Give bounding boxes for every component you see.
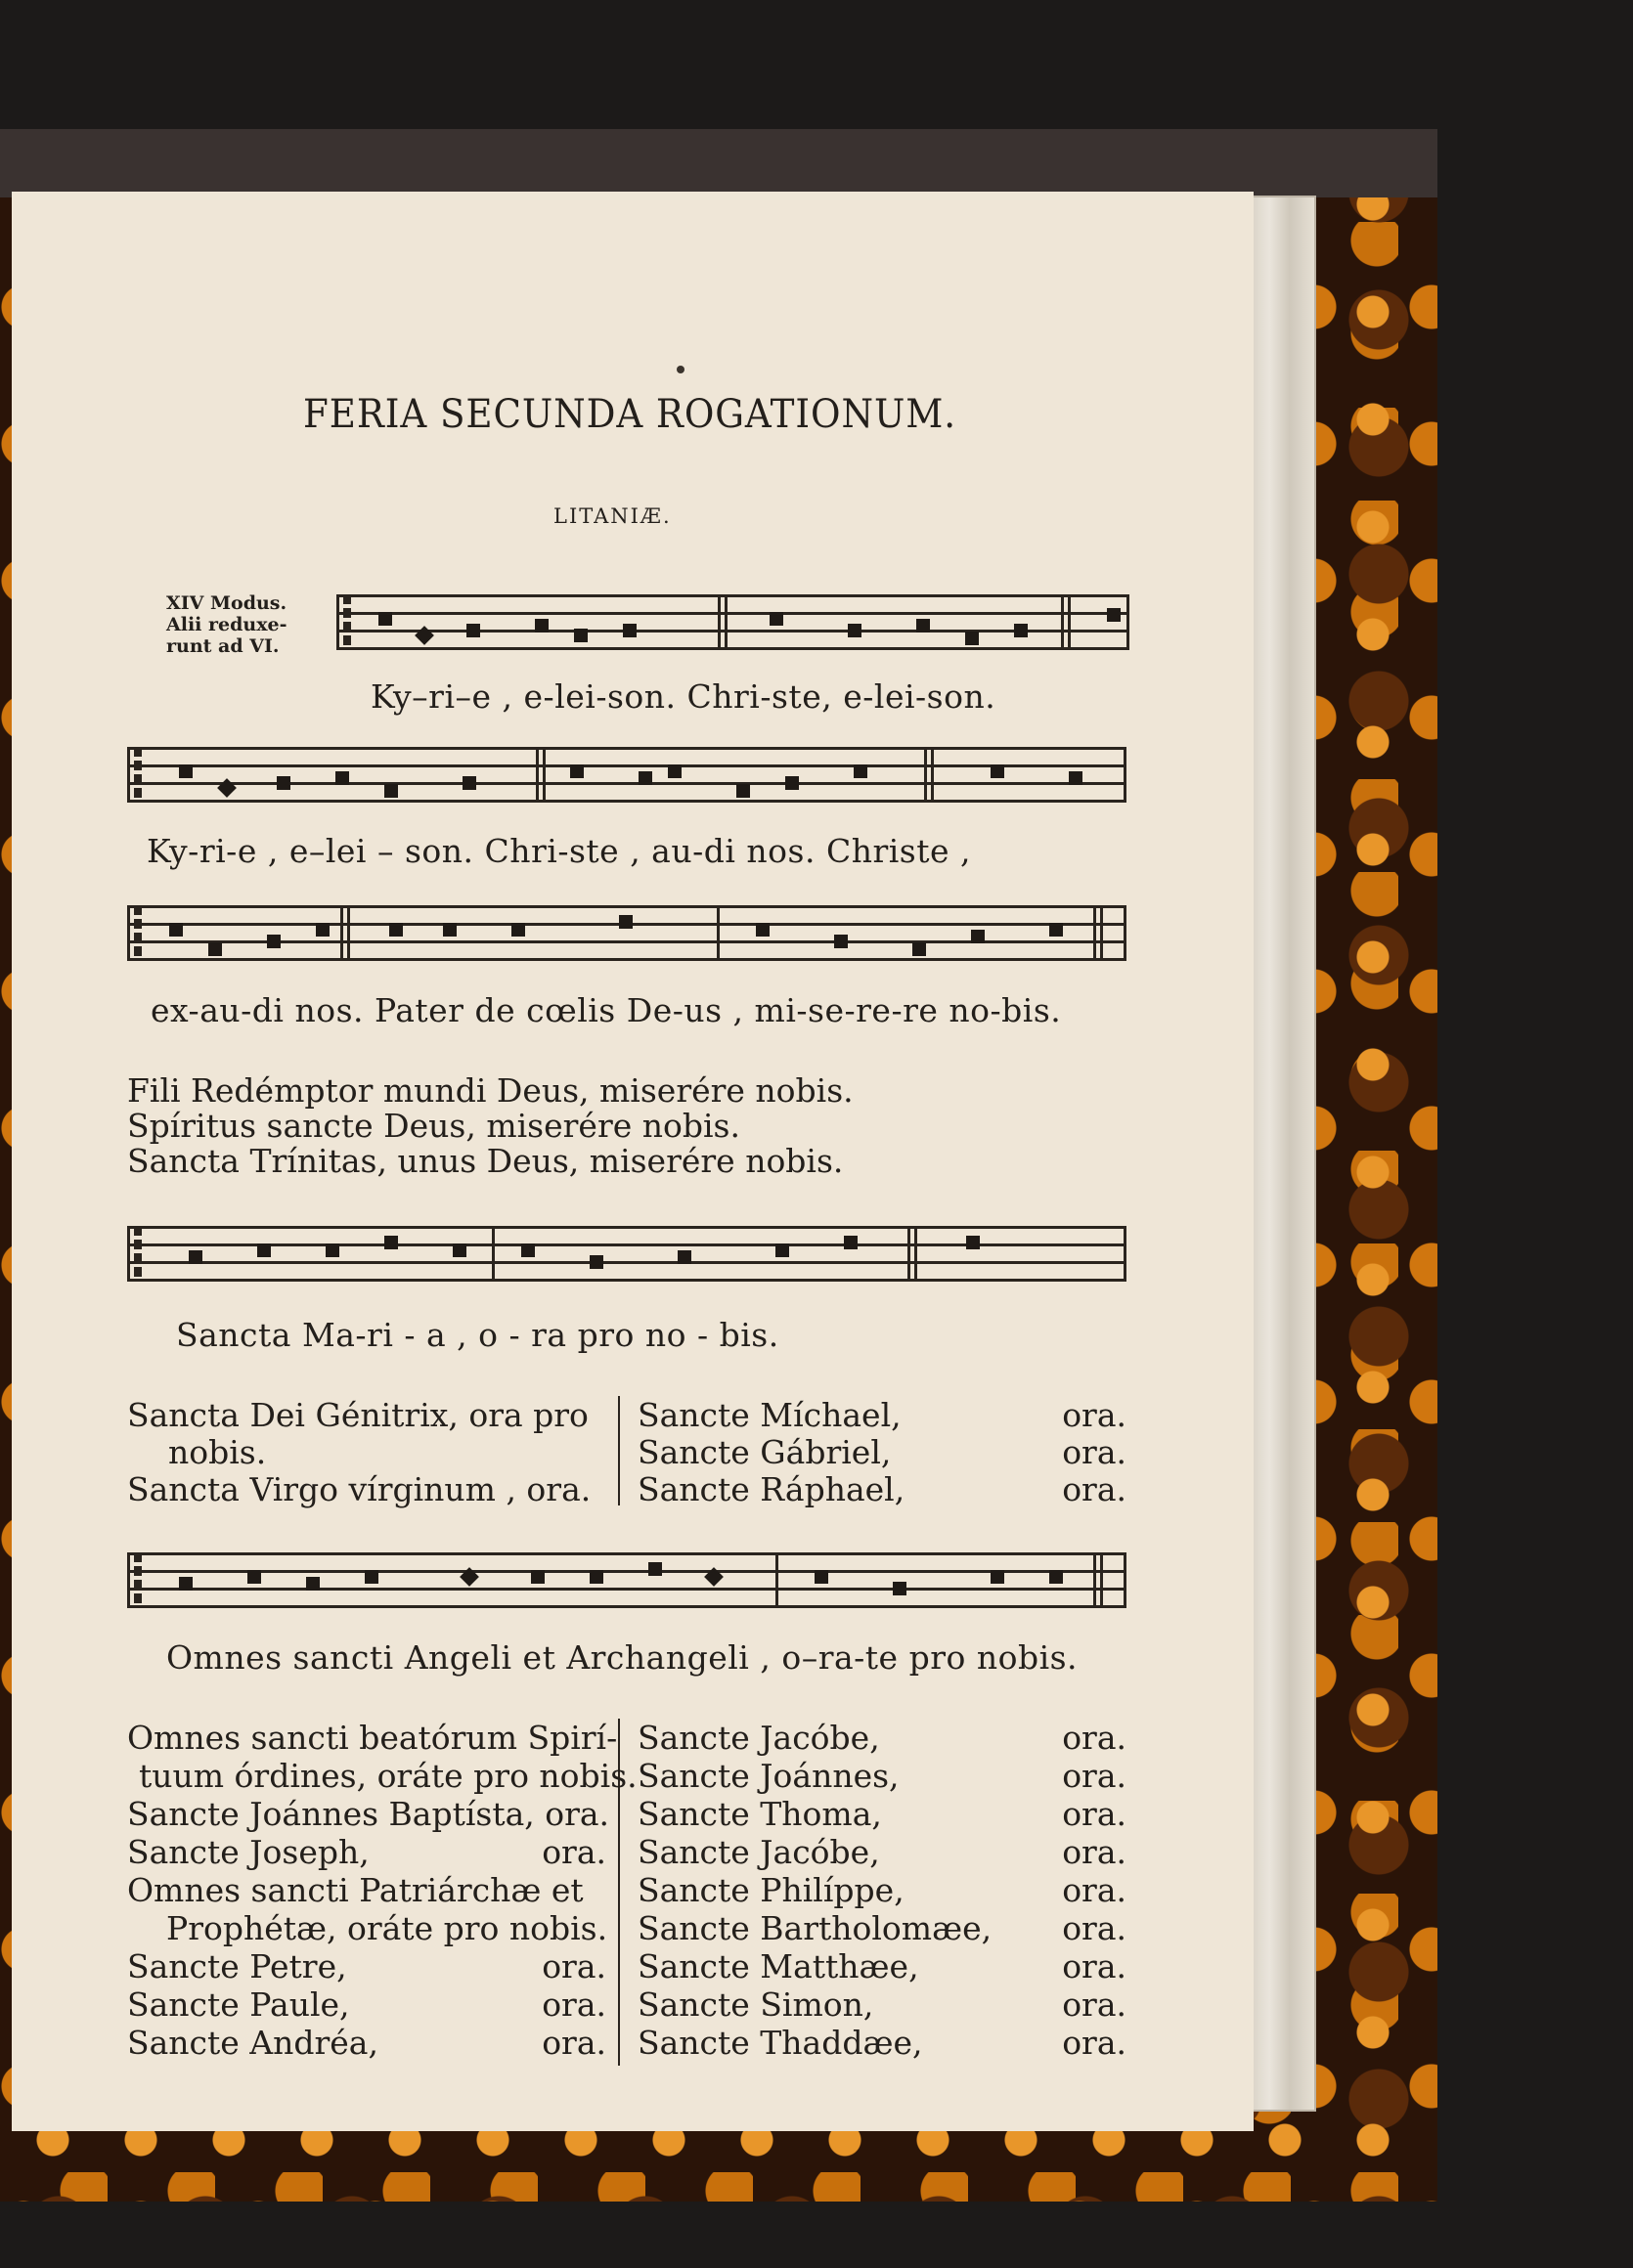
neume bbox=[389, 923, 403, 937]
neume bbox=[844, 1236, 858, 1249]
neume bbox=[179, 764, 193, 778]
invocation-line: Spíritus sancte Deus, miserére nobis. bbox=[127, 1107, 740, 1145]
neume bbox=[991, 764, 1004, 778]
neume bbox=[277, 776, 290, 790]
staff-barline bbox=[924, 747, 934, 803]
litany-text: Sancte Petre, bbox=[127, 1947, 347, 1985]
response: ora. bbox=[1062, 1795, 1126, 1833]
neume bbox=[1107, 608, 1121, 622]
litany-text: tuum órdines, oráte pro nobis. bbox=[139, 1757, 638, 1795]
litany-row bbox=[127, 1719, 618, 1757]
response: ora. bbox=[1062, 1470, 1126, 1508]
saint-name: Sancte Joánnes, bbox=[638, 1757, 900, 1795]
litany-row bbox=[638, 2024, 1126, 2062]
neume bbox=[570, 764, 584, 778]
neume bbox=[257, 1243, 271, 1257]
neume bbox=[415, 626, 434, 645]
mode-note bbox=[166, 592, 287, 657]
staff-barline bbox=[775, 1552, 778, 1608]
response: ora. bbox=[1062, 1909, 1126, 1947]
neume bbox=[619, 915, 633, 929]
saint-name: Sancte Gábriel, bbox=[638, 1433, 892, 1471]
litany-row bbox=[638, 1433, 1126, 1471]
neume bbox=[169, 923, 183, 937]
saint-name: Sancte Ráphael, bbox=[638, 1470, 905, 1508]
staff-barline bbox=[1093, 905, 1103, 961]
neume bbox=[443, 923, 457, 937]
litany-text: Prophétæ, oráte pro nobis. bbox=[166, 1909, 608, 1947]
music-staff bbox=[127, 747, 1126, 803]
litany-row bbox=[127, 1871, 606, 1909]
neume bbox=[736, 784, 750, 798]
mode-note-line: runt ad VI. bbox=[166, 635, 280, 657]
neume bbox=[574, 629, 588, 642]
neume bbox=[535, 619, 549, 632]
neume bbox=[893, 1582, 906, 1595]
response: ora. bbox=[1062, 1871, 1126, 1909]
saint-name: Sancte Míchael, bbox=[638, 1396, 902, 1434]
litany-row bbox=[638, 1909, 1126, 1947]
litany-text: Sancte Joánnes Baptísta, ora. bbox=[127, 1795, 610, 1833]
book-page bbox=[12, 192, 1254, 2131]
neume bbox=[460, 1567, 479, 1587]
saint-name: Sancte Simon, bbox=[638, 1985, 874, 2024]
invocation-line: Fili Redémptor mundi Deus, miserére nobis. bbox=[127, 1071, 854, 1110]
saint-name: Sancte Thoma, bbox=[638, 1795, 882, 1833]
staff-barline bbox=[1093, 1552, 1103, 1608]
neume bbox=[453, 1243, 466, 1257]
neume bbox=[463, 776, 476, 790]
litany-line: Sancta Virgo vírginum , ora. bbox=[127, 1470, 592, 1508]
litany-line: Sancta Dei Génitrix, ora pro bbox=[127, 1396, 589, 1434]
litany-row bbox=[139, 1757, 638, 1795]
neume bbox=[834, 935, 848, 948]
neume bbox=[1049, 1570, 1063, 1584]
neume bbox=[854, 764, 867, 778]
litany-row bbox=[638, 1833, 1126, 1871]
litany-text: Omnes sancti Patriárchæ et bbox=[127, 1871, 584, 1909]
neume bbox=[365, 1570, 378, 1584]
neume bbox=[384, 1236, 398, 1249]
saint-name: Sancte Bartholomæe, bbox=[638, 1909, 993, 1947]
printer-mark bbox=[677, 366, 684, 373]
staff-barline bbox=[907, 1226, 917, 1282]
litany-row bbox=[638, 1947, 1126, 1985]
music-staff bbox=[127, 905, 1126, 961]
litany-row bbox=[638, 1871, 1126, 1909]
invocation-line: Sancta Trínitas, unus Deus, miserére nobis. bbox=[127, 1142, 844, 1180]
litany-text: Omnes sancti beatórum Spirí- bbox=[127, 1719, 618, 1757]
neume bbox=[785, 776, 799, 790]
neume bbox=[1069, 771, 1082, 785]
response: ora. bbox=[1062, 1719, 1126, 1757]
response: ora. bbox=[542, 1947, 606, 1985]
neume bbox=[848, 624, 861, 637]
neume bbox=[991, 1570, 1004, 1584]
response: ora. bbox=[542, 2024, 606, 2062]
litany-row bbox=[638, 1757, 1126, 1795]
neume bbox=[590, 1255, 603, 1269]
litany-text: Sancte Paule, bbox=[127, 1985, 350, 2024]
litany-text: Sancte Joseph, bbox=[127, 1833, 370, 1871]
response: ora. bbox=[1062, 1757, 1126, 1795]
response: ora. bbox=[542, 1833, 606, 1871]
column-rule bbox=[618, 1396, 620, 1505]
neume bbox=[966, 1236, 980, 1249]
chant-lyric: Sancta Ma-ri - a , o - ra pro no - bis. bbox=[176, 1316, 779, 1354]
neume bbox=[756, 923, 770, 937]
neume bbox=[965, 632, 979, 645]
response: ora. bbox=[1062, 2024, 1126, 2062]
staff-barline bbox=[340, 905, 350, 961]
saint-name: Sancte Jacóbe, bbox=[638, 1833, 880, 1871]
neume bbox=[590, 1570, 603, 1584]
staff-barline bbox=[717, 905, 720, 961]
neume bbox=[326, 1243, 339, 1257]
neume bbox=[775, 1243, 789, 1257]
section-subtitle: LITANIÆ. bbox=[553, 504, 672, 528]
staff-barline bbox=[536, 747, 546, 803]
neume bbox=[466, 624, 480, 637]
neume bbox=[668, 764, 682, 778]
saint-name: Sancte Jacóbe, bbox=[638, 1719, 880, 1757]
litany-row bbox=[127, 2024, 606, 2062]
litany-line: nobis. bbox=[168, 1433, 267, 1471]
litany-row bbox=[127, 1833, 606, 1871]
neume bbox=[648, 1562, 662, 1576]
neume bbox=[815, 1570, 828, 1584]
page-title: FERIA SECUNDA ROGATIONUM. bbox=[303, 392, 957, 437]
response: ora. bbox=[1062, 1985, 1126, 2024]
chant-lyric: ex-au-di nos. Pater de cœlis De-us , mi-se-re-re no-bis. bbox=[151, 991, 1062, 1029]
litany-row bbox=[638, 1985, 1126, 2024]
litany-row bbox=[638, 1719, 1126, 1757]
staff-barline bbox=[1061, 594, 1071, 650]
page-edges bbox=[1250, 196, 1316, 2112]
neume bbox=[267, 935, 281, 948]
neume bbox=[384, 784, 398, 798]
neume bbox=[623, 624, 637, 637]
neume bbox=[217, 778, 237, 798]
neume bbox=[678, 1250, 691, 1264]
litany-row bbox=[127, 1795, 610, 1833]
music-staff bbox=[127, 1552, 1126, 1608]
neume bbox=[247, 1570, 261, 1584]
litany-row bbox=[638, 1396, 1126, 1434]
music-staff bbox=[336, 594, 1129, 650]
saint-name: Sancte Matthæe, bbox=[638, 1947, 919, 1985]
staff-barline bbox=[718, 594, 728, 650]
litany-row bbox=[166, 1909, 606, 1947]
neume bbox=[511, 923, 525, 937]
chant-lyric: Omnes sancti Angeli et Archangeli , o–ra-te pro nobis. bbox=[166, 1638, 1079, 1677]
saint-name: Sancte Thaddæe, bbox=[638, 2024, 923, 2062]
neume bbox=[916, 619, 930, 632]
neume bbox=[208, 942, 222, 956]
neume bbox=[704, 1567, 724, 1587]
litany-row bbox=[638, 1795, 1126, 1833]
neume bbox=[521, 1243, 535, 1257]
neume bbox=[179, 1577, 193, 1591]
litany-row bbox=[127, 1947, 606, 1985]
neume bbox=[335, 771, 349, 785]
cover-top-edge bbox=[0, 129, 1437, 197]
neume bbox=[770, 612, 783, 626]
neume bbox=[971, 930, 985, 943]
response: ora. bbox=[1062, 1396, 1126, 1434]
response: ora. bbox=[542, 1985, 606, 2024]
neume bbox=[378, 612, 392, 626]
chant-lyric: Ky–ri–e , e-lei-son. Chri-ste, e-lei-son. bbox=[371, 677, 996, 716]
saint-name: Sancte Philíppe, bbox=[638, 1871, 905, 1909]
litany-row bbox=[638, 1470, 1126, 1508]
chant-lyric: Ky-ri-e , e–lei – son. Chri-ste , au-di nos. Christe , bbox=[147, 832, 971, 870]
neume bbox=[639, 771, 652, 785]
neume bbox=[912, 942, 926, 956]
neume bbox=[1014, 624, 1028, 637]
neume bbox=[189, 1250, 202, 1264]
staff-barline bbox=[492, 1226, 495, 1282]
neume bbox=[316, 923, 330, 937]
mode-note-line: XIV Modus. bbox=[166, 592, 287, 614]
mode-note-line: Alii reduxe- bbox=[166, 614, 287, 635]
litany-text: Sancte Andréa, bbox=[127, 2024, 378, 2062]
music-staff bbox=[127, 1226, 1126, 1282]
response: ora. bbox=[1062, 1947, 1126, 1985]
neume bbox=[531, 1570, 545, 1584]
neume bbox=[1049, 923, 1063, 937]
litany-row bbox=[127, 1985, 606, 2024]
neume bbox=[306, 1577, 320, 1591]
response: ora. bbox=[1062, 1433, 1126, 1471]
response: ora. bbox=[1062, 1833, 1126, 1871]
